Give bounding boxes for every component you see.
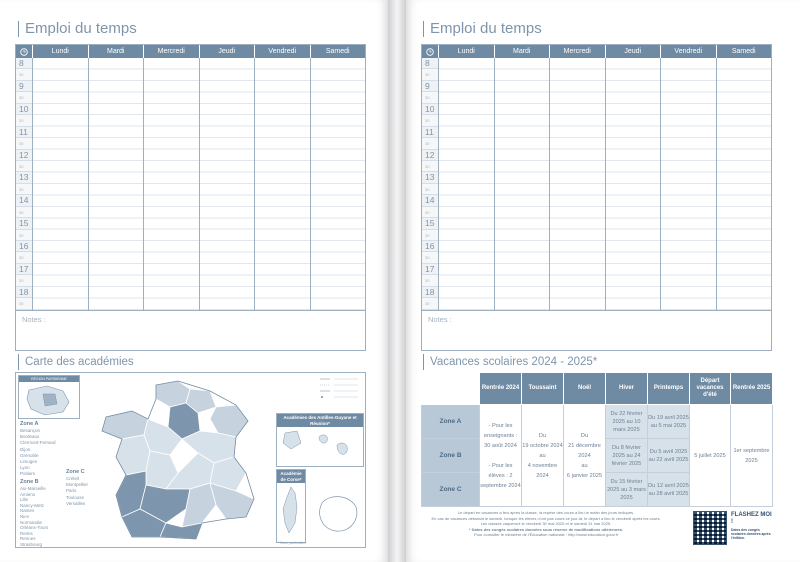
col-header-rentree-2025: Rentrée 2025 [731, 373, 773, 405]
hour-label: 30 [422, 161, 438, 172]
hour-label: 30 [16, 115, 32, 126]
day-column[interactable] [660, 58, 716, 310]
hour-label: 12 [422, 150, 438, 161]
timetable-body [422, 58, 771, 310]
day-header: Samedi [716, 45, 772, 58]
hour-label: 16 [422, 241, 438, 252]
hour-column [16, 58, 32, 310]
hour-label: 15 [422, 218, 438, 229]
hour-label: 14 [16, 195, 32, 206]
day-column[interactable] [716, 58, 772, 310]
hour-label: 30 [16, 252, 32, 263]
hour-label: 13 [422, 172, 438, 183]
clock-icon [16, 45, 32, 58]
timetable-header [422, 45, 771, 58]
paris-region-map [19, 382, 79, 418]
flash-title: FLASHEZ MOI ! [731, 512, 772, 525]
reunion-map [312, 489, 364, 539]
hour-label: 30 [422, 69, 438, 80]
zone-c-title: Zone C [66, 469, 85, 475]
holidays-table [421, 372, 773, 507]
qr-code[interactable] [693, 511, 727, 545]
day-column[interactable] [438, 58, 494, 310]
hour-label: 16 [16, 241, 32, 252]
hour-column [422, 58, 438, 310]
noel-cell: Du 21 décembre 2024 au 6 janvier 2025 [564, 405, 606, 507]
notes-label: Notes : [22, 314, 46, 324]
hour-label: 18 [422, 287, 438, 298]
hour-label: 30 [16, 69, 32, 80]
hour-label: 30 [422, 230, 438, 241]
day-header: Mardi [88, 45, 144, 58]
zone-label: Zone B [422, 439, 480, 473]
timetable-header [16, 45, 365, 58]
hiver-zone-b: Du 8 février 2025 au 24 février 2025 [606, 439, 648, 473]
hour-label: 8 [422, 58, 438, 69]
zone-label: Zone C [422, 473, 480, 507]
day-column[interactable] [32, 58, 88, 310]
day-header: Lundi [438, 45, 494, 58]
corse-title: Académie de Corse* [277, 470, 305, 483]
hour-label: 12 [16, 150, 32, 161]
zone-a-list: Besançon Bordeaux Clermont-Ferrand Dijon Grenoble Limoges Lyon Poitiers [20, 428, 56, 477]
corse-box [276, 469, 306, 543]
clock-icon [422, 45, 438, 58]
antilles-title: Académies des Antilles-Guyane et Réunion* [277, 414, 363, 427]
holidays-footnotes: Le départ en vacances a lieu après la classe, la reprise des cours a lieu le matin des jours indiqués. En cas de vacances débutant le samedi, lorsque les élèves n'ont pas cours ce jour-là, le départ a lieu le vendredi après les cours. Les classes vaqueront le vendredi 30 mai 2025 et le samedi 31 mai 2025. * Dates des congés scolaires données sous réserve de modifications ultérieures. Pour consulter le ministère de l'Éducation nationale : http://www.education.gouv.fr [431, 510, 661, 538]
printemps-zone-c: Du 12 avril 2025 au 28 avril 2025 [648, 473, 690, 507]
hour-label: 11 [16, 127, 32, 138]
paris-region-inset [18, 375, 80, 419]
col-header-toussaint: Toussaint [522, 373, 564, 405]
paris-region-label: RÉGION PARISIENNE [19, 376, 79, 382]
col-header-noel: Noël [564, 373, 606, 405]
timetable-title-left: Emploi du temps [18, 21, 137, 37]
hour-label: 30 [16, 298, 32, 309]
hiver-zone-c: Du 15 février 2025 au 3 mars 2025 [606, 473, 648, 507]
hour-label: 30 [422, 298, 438, 309]
day-header: Samedi [310, 45, 366, 58]
hour-label: 14 [422, 195, 438, 206]
hour-label: 8 [16, 58, 32, 69]
hour-label: 30 [16, 275, 32, 286]
hour-label: 11 [422, 127, 438, 138]
hour-label: 10 [422, 104, 438, 115]
depart-ete-cell: 5 juillet 2025 [690, 405, 731, 507]
day-column[interactable] [605, 58, 661, 310]
day-column[interactable] [549, 58, 605, 310]
hour-label: 30 [422, 252, 438, 263]
day-header: Jeudi [199, 45, 255, 58]
corse-map [277, 483, 305, 539]
timetable-title-right: Emploi du temps [423, 21, 542, 37]
day-column[interactable] [494, 58, 550, 310]
day-header: Mardi [494, 45, 550, 58]
rentree-2024-cell: - Pour les enseignants : 30 août 2024 - Pour les élèves : 2 septembre 2024 [480, 405, 522, 507]
hour-label: 30 [16, 92, 32, 103]
hour-label: 30 [422, 207, 438, 218]
rentree-2025-cell: 1er septembre 2025 [731, 405, 773, 507]
hour-label: 15 [16, 218, 32, 229]
hour-label: 30 [422, 184, 438, 195]
hour-label: 30 [422, 115, 438, 126]
timetable-grid-right [421, 44, 772, 351]
col-header-printemps: Printemps [648, 373, 690, 405]
hour-label: 30 [16, 184, 32, 195]
col-header-hiver: Hiver [606, 373, 648, 405]
hour-label: 30 [16, 138, 32, 149]
day-column[interactable] [88, 58, 144, 310]
day-column[interactable] [254, 58, 310, 310]
col-header-rentree-2024: Rentrée 2024 [480, 373, 522, 405]
hour-label: 17 [16, 264, 32, 275]
holidays-section [421, 372, 772, 548]
notes-label: Notes : [428, 314, 452, 324]
zone-b-title: Zone B [20, 479, 39, 485]
timetable-grid-left [15, 44, 366, 351]
academies-map-box [15, 372, 366, 548]
zone-c-list: Créteil Montpellier Paris Toulouse Versailles [66, 476, 89, 506]
col-header-depart-ete: Départ vacances d'été [690, 373, 731, 405]
book-gutter [388, 0, 406, 562]
day-header: Lundi [32, 45, 88, 58]
hiver-zone-a: Du 22 février 2025 au 10 mars 2025 [606, 405, 648, 439]
day-header: Vendredi [660, 45, 716, 58]
map-legend [318, 375, 366, 413]
timetable-body [16, 58, 365, 310]
toussaint-cell: Du 19 octobre 2024 au 4 novembre 2024 [522, 405, 564, 507]
antilles-guyane-reunion-box [276, 413, 364, 467]
empty-header-cell [422, 373, 480, 405]
hour-label: 30 [16, 161, 32, 172]
hour-label: 30 [422, 92, 438, 103]
france-map [86, 377, 276, 545]
day-column[interactable] [143, 58, 199, 310]
day-header: Vendredi [254, 45, 310, 58]
holidays-title: Vacances scolaires 2024 - 2025* [423, 354, 597, 370]
hour-label: 10 [16, 104, 32, 115]
map-title: Carte des académies [18, 354, 134, 370]
zone-b-list: Aix-Marseille Amiens Lille Nancy-Metz Nantes Nice Normandie Orléans-Tours Reims Rennes Strasbourg [20, 486, 49, 547]
hour-label: 30 [16, 207, 32, 218]
zone-footnote: * Zone particulière [278, 541, 307, 545]
hour-label: 30 [422, 138, 438, 149]
printemps-zone-b: Du 5 avril 2025 au 22 avril 2025 [648, 439, 690, 473]
zone-a-title: Zone A [20, 421, 39, 427]
zone-label: Zone A [422, 405, 480, 439]
overseas-map [277, 427, 363, 467]
hour-label: 9 [16, 81, 32, 92]
day-header: Mercredi [549, 45, 605, 58]
hour-label: 17 [422, 264, 438, 275]
hour-label: 13 [16, 172, 32, 183]
day-header: Mercredi [143, 45, 199, 58]
notes-area[interactable] [422, 310, 771, 350]
day-header: Jeudi [605, 45, 661, 58]
hour-label: 18 [16, 287, 32, 298]
table-row [422, 405, 773, 439]
printemps-zone-a: Du 19 avril 2025 au 5 mai 2025 [648, 405, 690, 439]
hour-label: 30 [422, 275, 438, 286]
hour-label: 9 [422, 81, 438, 92]
day-column[interactable] [310, 58, 366, 310]
notes-area[interactable] [16, 310, 365, 350]
hour-label: 30 [16, 230, 32, 241]
day-column[interactable] [199, 58, 255, 310]
flash-subtitle: Dates des congés scolaires données après l'édition. [731, 528, 771, 541]
